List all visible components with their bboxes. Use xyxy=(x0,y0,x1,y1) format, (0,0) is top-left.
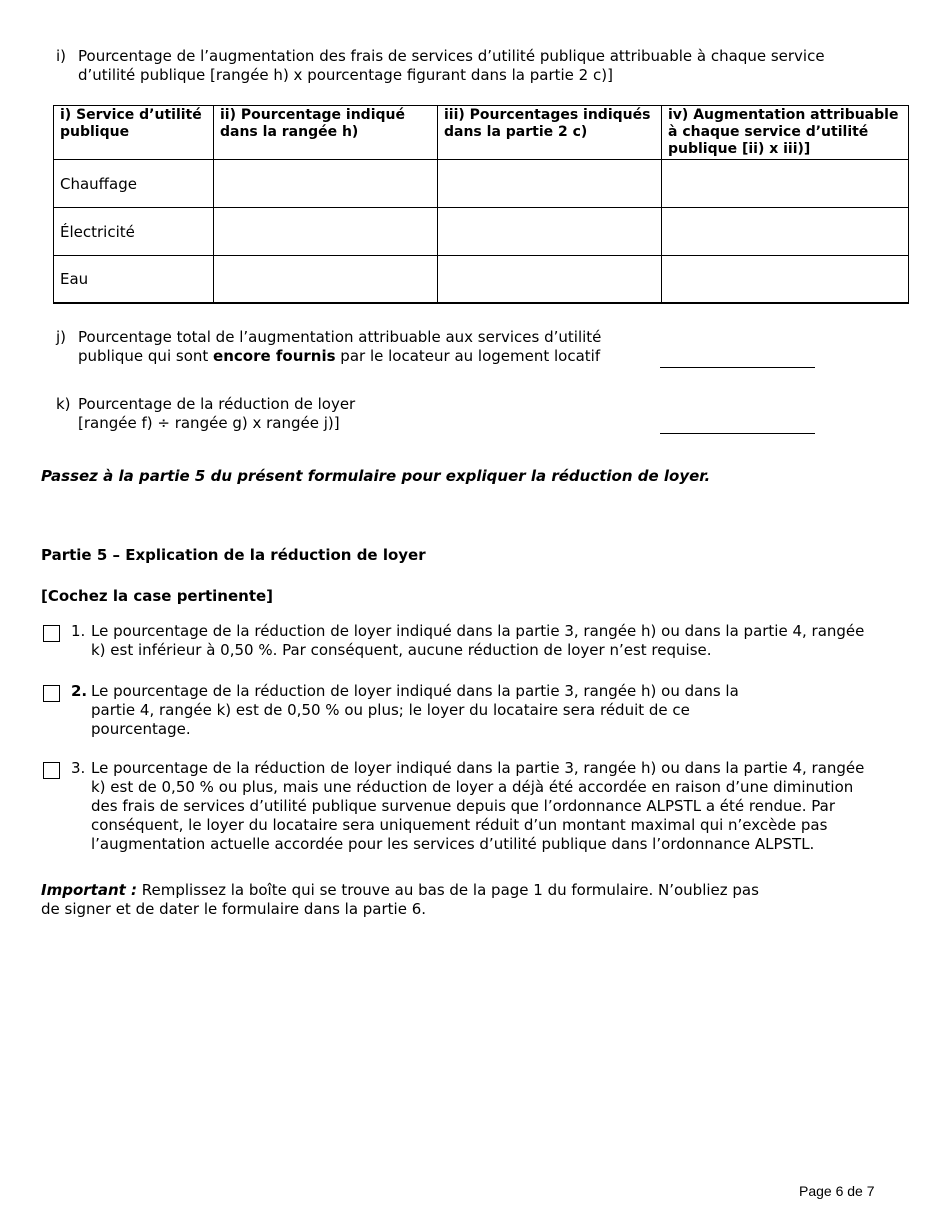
option1-number: 1. xyxy=(71,622,86,640)
option3-text-line3: des frais de services d’utilité publique survenue depuis que l’ordonnance ALPSTL a été rendue. Par xyxy=(91,797,835,815)
cell-percent-2c-input[interactable] xyxy=(438,208,662,256)
option1-text-line2: k) est inférieur à 0,50 %. Par conséquent, aucune réduction de loyer n’est requise. xyxy=(91,641,712,659)
table-row xyxy=(54,160,909,208)
cell-percent-h-input[interactable] xyxy=(214,256,438,304)
section-i-marker: i) xyxy=(56,47,67,65)
cell-service-electricity: Électricité xyxy=(54,208,214,256)
cell-service-water: Eau xyxy=(54,256,214,304)
cell-service-heating: Chauffage xyxy=(54,160,214,208)
important-label: Important : xyxy=(41,881,138,899)
section-k-answer-line xyxy=(660,433,815,434)
section-j-text-line2 xyxy=(78,347,600,365)
cell-percent-h-input[interactable] xyxy=(214,208,438,256)
header-percent-row-h: ii) Pourcentage indiqué dans la rangée h) xyxy=(214,106,438,160)
header-percent-part-2c: iii) Pourcentages indiqués dans la partie 2 c) xyxy=(438,106,662,160)
important-note-line1 xyxy=(41,881,759,899)
section-j-marker: j) xyxy=(56,328,67,346)
option3-text-line4: conséquent, le loyer du locataire sera uniquement réduit d’un montant maximal qui n’excède pas xyxy=(91,816,828,834)
cell-increase-input[interactable] xyxy=(662,256,909,304)
table-row xyxy=(54,256,909,304)
section-j-line2-post: par le locateur au logement locatif xyxy=(335,347,601,365)
section-k-marker: k) xyxy=(56,395,71,413)
option3-text-line1: Le pourcentage de la réduction de loyer indiqué dans la partie 3, rangée h) ou dans la partie 4, rangée xyxy=(91,759,865,777)
section-j-text-line1: Pourcentage total de l’augmentation attribuable aux services d’utilité xyxy=(78,328,602,346)
option2-number: 2. xyxy=(71,682,88,700)
go-to-part5-instruction: Passez à la partie 5 du présent formulaire pour expliquer la réduction de loyer. xyxy=(41,467,711,485)
important-text: Remplissez la boîte qui se trouve au bas de la page 1 du formulaire. N’oubliez pas xyxy=(137,881,759,899)
section-j-line2-pre: publique qui sont xyxy=(78,347,214,365)
option3-text-line2: k) est de 0,50 % ou plus, mais une réduction de loyer a déjà été accordée en raison d’une diminution xyxy=(91,778,854,796)
table-row xyxy=(54,208,909,256)
option3-text-line5: l’augmentation actuelle accordée pour les services d’utilité publique dans l’ordonnance ALPSTL. xyxy=(91,835,815,853)
cell-percent-h-input[interactable] xyxy=(214,160,438,208)
part5-check-prompt: [Cochez la case pertinente] xyxy=(41,587,274,605)
option2-checkbox[interactable] xyxy=(43,685,60,702)
page-number: Page 6 de 7 xyxy=(799,1183,875,1199)
table-header-row xyxy=(54,106,909,160)
option2-text-line2: partie 4, rangée k) est de 0,50 % ou plus; le loyer du locataire sera réduit de ce xyxy=(91,701,690,719)
section-k-text-line1: Pourcentage de la réduction de loyer xyxy=(78,395,356,413)
cell-percent-2c-input[interactable] xyxy=(438,160,662,208)
important-note-line2: de signer et de dater le formulaire dans la partie 6. xyxy=(41,900,427,918)
section-j-line2-bold: encore fournis xyxy=(213,347,336,365)
cell-percent-2c-input[interactable] xyxy=(438,256,662,304)
section-i-text-line2: d’utilité publique [rangée h) x pourcentage figurant dans la partie 2 c)] xyxy=(78,66,613,84)
option2-text-line3: pourcentage. xyxy=(91,720,191,738)
option1-checkbox[interactable] xyxy=(43,625,60,642)
header-attributable-increase: iv) Augmentation attribuable à chaque service d’utilité publique [ii) x iii)] xyxy=(662,106,909,160)
utility-increase-table xyxy=(53,105,909,304)
option2-text-line1: Le pourcentage de la réduction de loyer indiqué dans la partie 3, rangée h) ou dans la xyxy=(91,682,739,700)
option1-text-line1: Le pourcentage de la réduction de loyer indiqué dans la partie 3, rangée h) ou dans la partie 4, rangée xyxy=(91,622,865,640)
option3-number: 3. xyxy=(71,759,86,777)
option3-checkbox[interactable] xyxy=(43,762,60,779)
cell-increase-input[interactable] xyxy=(662,208,909,256)
section-j-answer-line xyxy=(660,367,815,368)
cell-increase-input[interactable] xyxy=(662,160,909,208)
section-i-text-line1: Pourcentage de l’augmentation des frais de services d’utilité publique attribuable à chaque service xyxy=(78,47,825,65)
section-k-text-line2: [rangée f) ÷ rangée g) x rangée j)] xyxy=(78,414,340,432)
part5-title: Partie 5 – Explication de la réduction de loyer xyxy=(41,546,426,564)
header-utility-service: i) Service d’utilité publique xyxy=(54,106,214,160)
